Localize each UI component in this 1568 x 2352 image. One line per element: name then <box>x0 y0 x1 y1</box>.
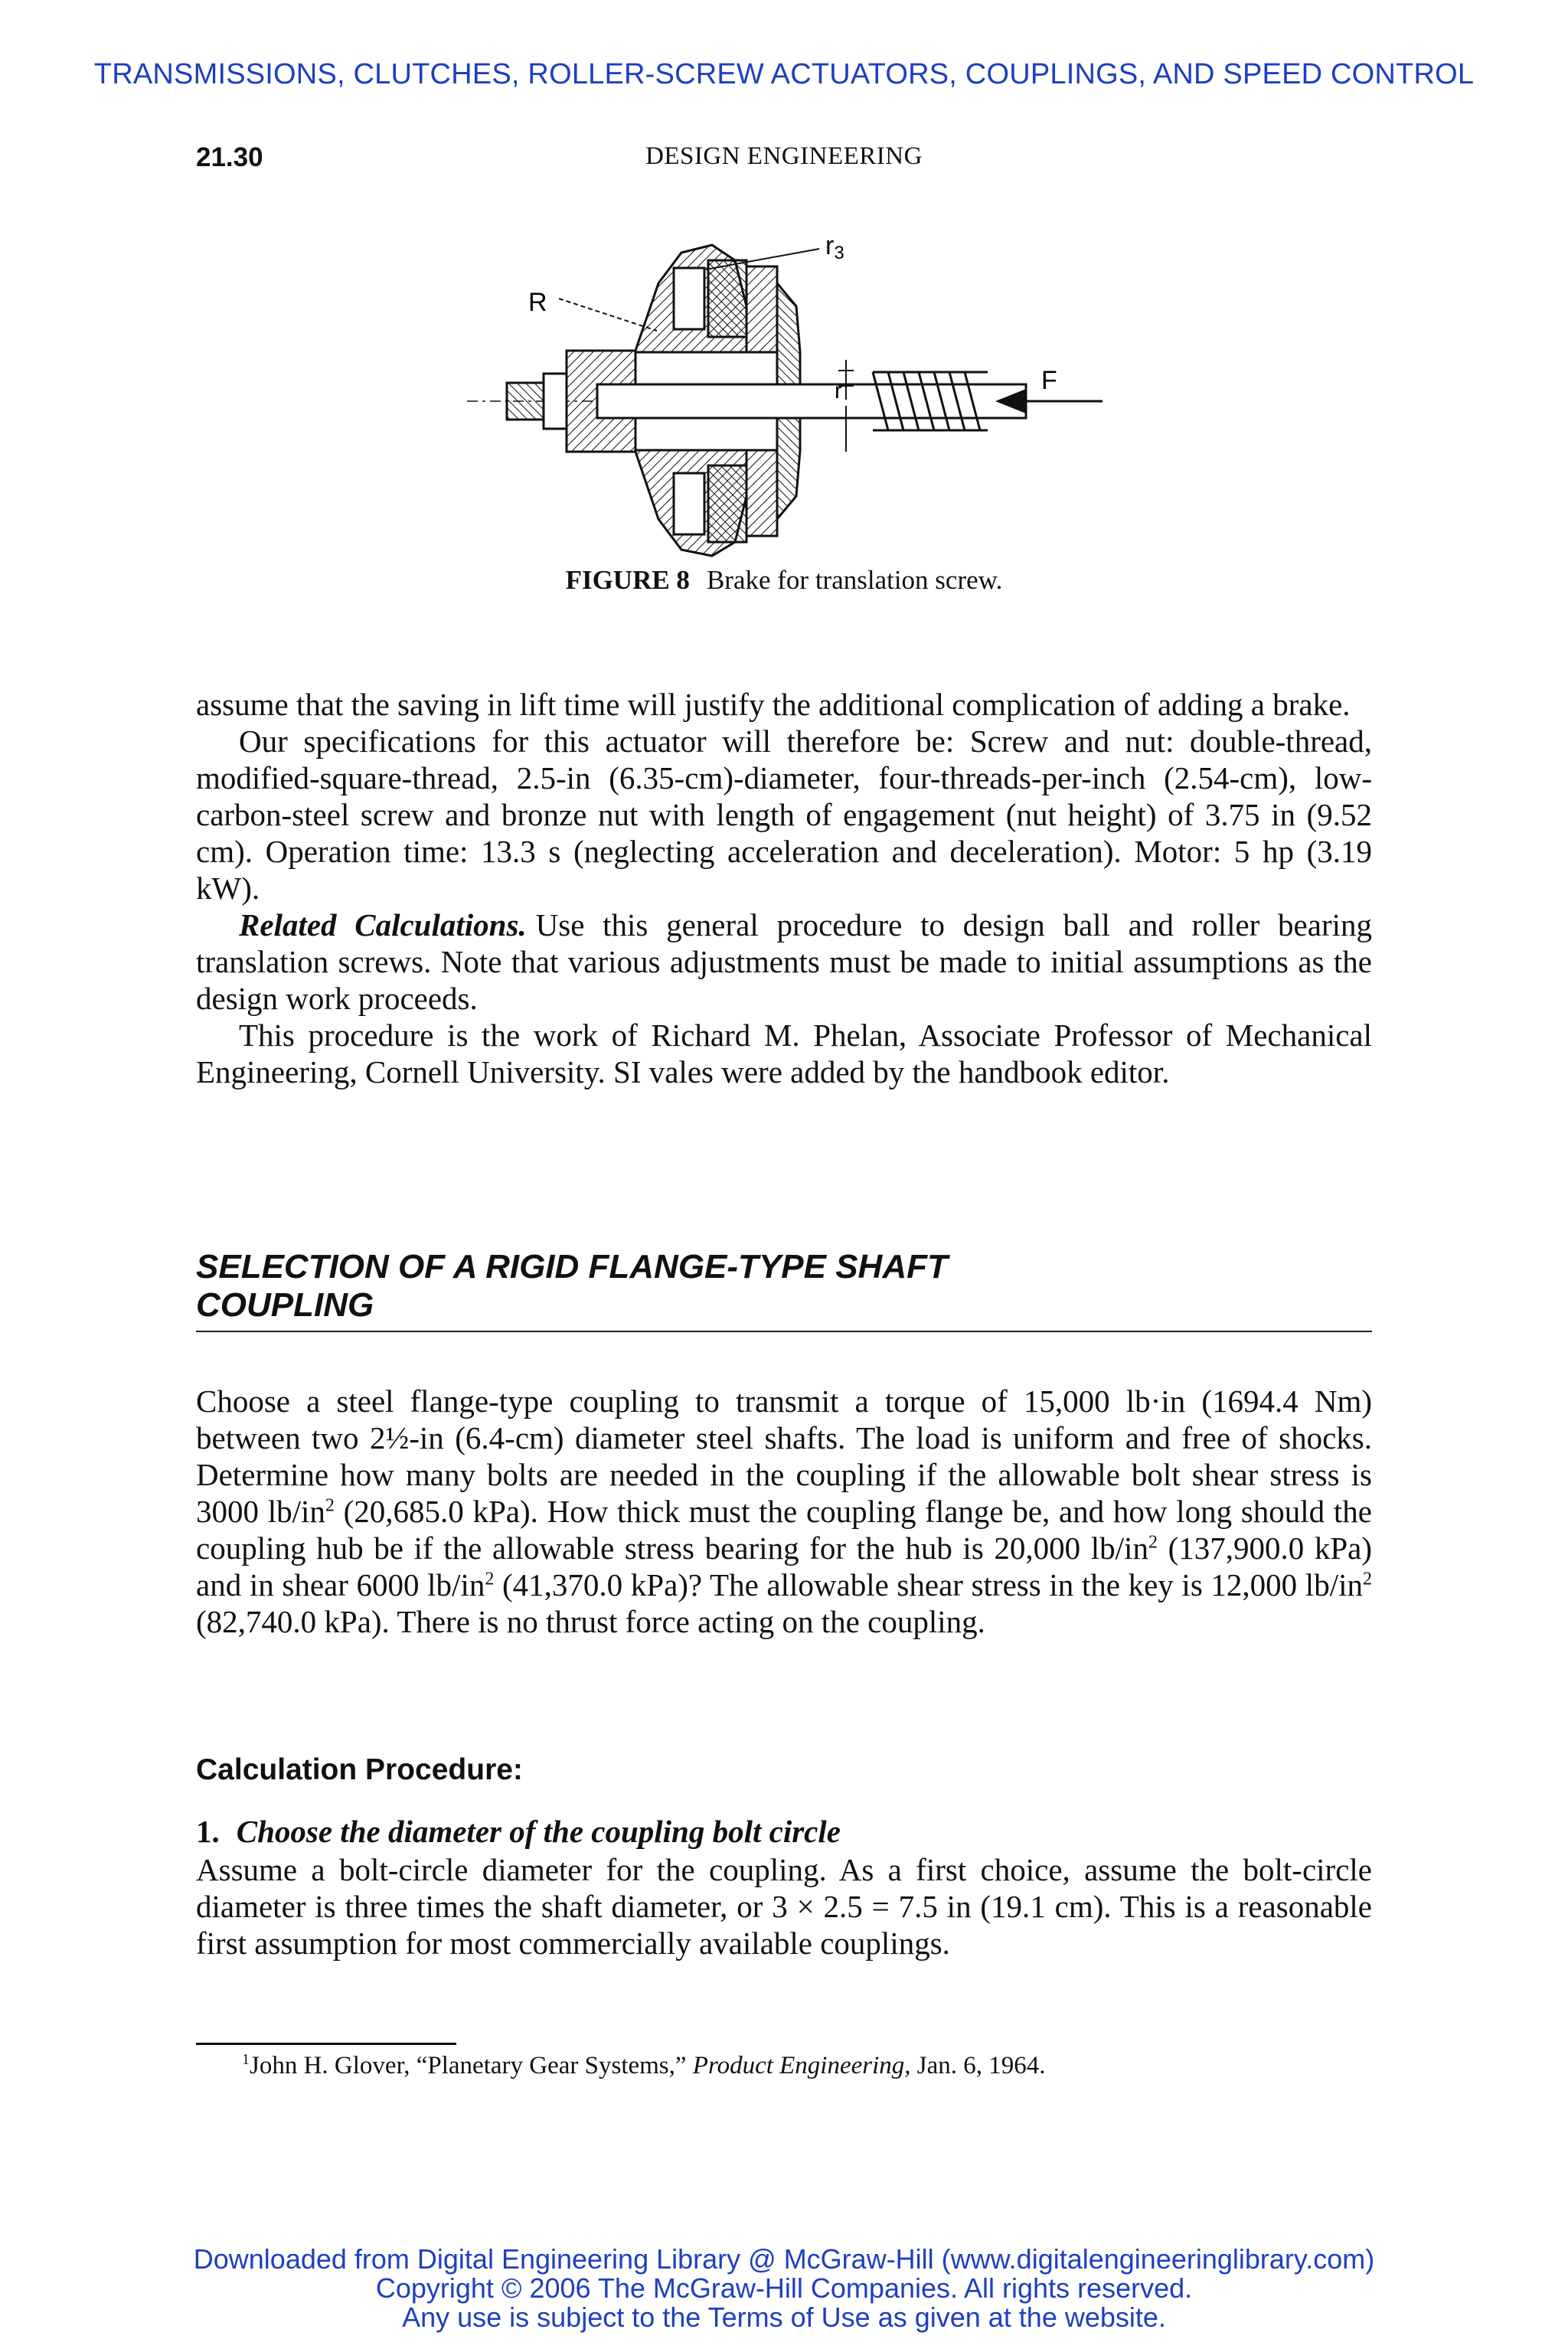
figure-brake-diagram <box>459 222 1110 559</box>
brake-disc-upper <box>708 260 746 337</box>
problem-statement <box>196 1383 1372 1640</box>
figure-caption-label: FIGURE 8 <box>565 565 690 595</box>
paragraph-4: This procedure is the work of Richard M. Phelan, Associate Professor of Mechanical Engineering, Cornell University. SI vales were added by the handbook editor. <box>196 1018 1372 1089</box>
label-R: R <box>528 288 547 317</box>
brake-diagram-svg <box>459 222 1110 559</box>
label-r3: r3 <box>825 231 844 263</box>
step-1-text-block <box>196 1851 1372 1962</box>
page-header-title: DESIGN ENGINEERING <box>645 142 923 170</box>
paragraph-1: assume that the saving in lift time will justify the additional complication of adding a brake. <box>196 687 1351 722</box>
paragraph-3-text: Use this general procedure to design ball and roller bearing translation screws. Note that various adjustments must be made to initial assumptions as the design work proceeds. <box>196 907 1372 1016</box>
page-number: 21.30 <box>196 142 263 172</box>
section-title-line-1: SELECTION OF A RIGID FLANGE-TYPE SHAFT <box>196 1248 948 1285</box>
running-head: TRANSMISSIONS, CLUTCHES, ROLLER-SCREW ACTUATORS, COUPLINGS, AND SPEED CONTROL <box>93 58 1475 90</box>
footer-line-1[interactable]: Downloaded from Digital Engineering Library @ McGraw-Hill (www.digitalengineeringlibrary.com) <box>193 2243 1375 2275</box>
screw-shaft <box>597 384 1026 418</box>
brake-disc-lower <box>708 466 746 542</box>
run-in-heading: Related Calculations. <box>239 907 527 942</box>
lock-nut <box>507 383 544 420</box>
body-text-top <box>196 686 1372 1090</box>
step-1-text: Assume a bolt-circle diameter for the coupling. As a first choice, assume the bolt-circle diameter is three times the shaft diameter, or 3 × 2.5 = 7.5 in (19.1 cm). This is a reasonable first assumption for most commercially available couplings. <box>196 1852 1372 1961</box>
footer-line-2: Copyright © 2006 The McGraw-Hill Companies. All rights reserved. <box>375 2272 1193 2304</box>
footer-line-3: Any use is subject to the Terms of Use as given at the website. <box>402 2301 1166 2333</box>
figure-caption <box>0 565 1568 596</box>
footnote: $^1$John H. Glover, “Planetary Gear Systems,” Product Engineering, Jan. 6, 1964. <box>242 2051 1046 2079</box>
paragraph-3 <box>196 906 1372 1017</box>
download-footer <box>0 2245 1568 2332</box>
footnote-rule <box>196 2043 456 2045</box>
section-title <box>196 1248 1372 1332</box>
section-title-line-2: COUPLING <box>196 1286 374 1324</box>
paragraph-2: Our specifications for this actuator will therefore be: Screw and nut: double-thread, modified-square-thread, 2.5-in (6.35-cm)-diameter, four-threads-per-inch (2.54-cm), low-carbon-steel screw and bronze nut with length of engagement (nut height) of 3.75 in (9.52 cm). Operation time: 13.3 s (neglecting acceleration and deceleration). Motor: 5 hp (3.19 kW). <box>196 724 1372 906</box>
label-r: r <box>835 378 842 403</box>
problem-paragraph: Choose a steel flange-type coupling to transmit a torque of 15,000 lb·in (1694.4 Nm) between two 2½-in (6.4-cm) diameter steel shafts. The load is uniform and free of shocks. Determine how many bolts are needed in the coupling if the allowable bolt shear stress is 3000 $lb/in^2$ (20,685.0 kPa). How thick must the coupling flange be, and how long should the coupling hub be if the allowable stress bearing for the hub is 20,000 $lb/in^2$ (137,900.0 kPa) and in shear 6000 $lb/in^2$ (41,370.0 kPa)? The allowable shear stress in the key is 12,000 $lb/in^2$ (82,740.0 kPa). There is no thrust force acting on the coupling. <box>196 1383 1372 1639</box>
figure-caption-text: Brake for translation screw. <box>706 565 1003 595</box>
label-F: F <box>1041 366 1057 395</box>
step-1-heading: 1. Choose the diameter of the coupling bolt circle <box>196 1814 841 1849</box>
calculation-procedure-heading: Calculation Procedure: <box>196 1753 523 1786</box>
